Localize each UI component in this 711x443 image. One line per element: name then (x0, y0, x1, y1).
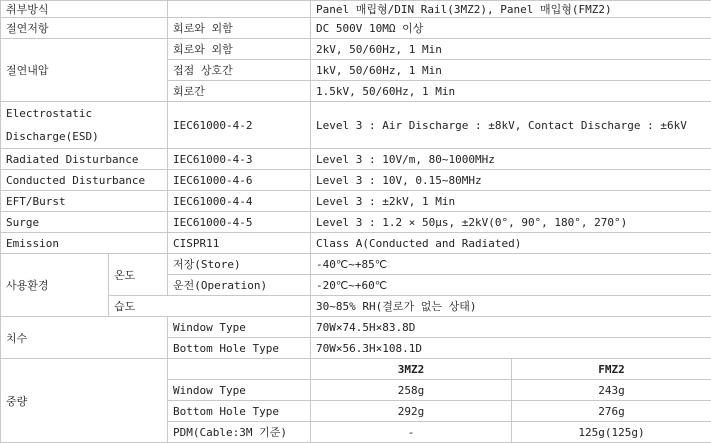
weight-fmz2: 243g (512, 380, 711, 401)
row-label: 취부방식 (1, 1, 168, 18)
row-value: Level 3 : ±2kV, 1 Min (311, 191, 711, 212)
row-standard: IEC61000-4-3 (168, 149, 311, 170)
row-item: 접점 상호간 (168, 60, 311, 81)
row-value: 70W×74.5H×83.8D (311, 317, 711, 338)
row-value: Class A(Conducted and Radiated) (311, 233, 711, 254)
row-label: Electrostatic Discharge(ESD) (1, 102, 168, 149)
table-row-weight-header (1, 359, 711, 380)
row-value: Level 3 : 10V/m, 80~1000MHz (311, 149, 711, 170)
row-value: Level 3 : 1.2 × 50μs, ±2kV(0°, 90°, 180°, 270°) (311, 212, 711, 233)
row-label: Emission (1, 233, 168, 254)
column-header-3mz2: 3MZ2 (311, 359, 512, 380)
row-standard: IEC61000-4-5 (168, 212, 311, 233)
table-row-dimensions (1, 317, 711, 338)
row-label: 중량 (1, 359, 168, 443)
weight-3mz2: 292g (311, 401, 512, 422)
row-item: Bottom Hole Type (168, 401, 311, 422)
row-item: 회로와 외함 (168, 18, 311, 39)
table-row-mounting (1, 1, 711, 18)
row-item: 운전(Operation) (168, 275, 311, 296)
weight-fmz2: 125g(125g) (512, 422, 711, 443)
row-value: 70W×56.3H×108.1D (311, 338, 711, 359)
table-row-insulation (1, 18, 711, 39)
row-value: 2kV, 50/60Hz, 1 Min (311, 39, 711, 60)
column-header-fmz2: FMZ2 (512, 359, 711, 380)
table-row-emc (1, 212, 711, 233)
row-label: 절연저항 (1, 18, 168, 39)
row-value: -20℃~+60℃ (311, 275, 711, 296)
table-row-emc (1, 170, 711, 191)
row-value: DC 500V 10MΩ 이상 (311, 18, 711, 39)
row-item: Window Type (168, 380, 311, 401)
row-value: Level 3 : 10V, 0.15~80MHz (311, 170, 711, 191)
table-row-dielectric (1, 39, 711, 60)
row-standard: IEC61000-4-6 (168, 170, 311, 191)
weight-3mz2: 258g (311, 380, 512, 401)
row-sublabel: 습도 (109, 296, 311, 317)
table-row-environment (1, 254, 711, 275)
row-value: Level 3 : Air Discharge : ±8kV, Contact Discharge : ±6kV (311, 102, 711, 149)
row-item: 저장(Store) (168, 254, 311, 275)
row-label: 사용환경 (1, 254, 109, 317)
table-row-esd (1, 102, 711, 149)
row-standard: IEC61000-4-4 (168, 191, 311, 212)
row-item: Bottom Hole Type (168, 338, 311, 359)
row-item: PDM(Cable:3M 기준) (168, 422, 311, 443)
row-item: Window Type (168, 317, 311, 338)
row-label: Conducted Disturbance (1, 170, 168, 191)
row-value: -40℃~+85℃ (311, 254, 711, 275)
table-row-emc (1, 191, 711, 212)
row-item: 회로와 외함 (168, 39, 311, 60)
row-label: 절연내압 (1, 39, 168, 102)
row-sublabel: 온도 (109, 254, 168, 296)
weight-fmz2: 276g (512, 401, 711, 422)
row-standard: IEC61000-4-2 (168, 102, 311, 149)
row-label: Surge (1, 212, 168, 233)
row-label: 치수 (1, 317, 168, 359)
row-value: 1.5kV, 50/60Hz, 1 Min (311, 81, 711, 102)
row-standard: CISPR11 (168, 233, 311, 254)
row-item: 회로간 (168, 81, 311, 102)
row-label: Radiated Disturbance (1, 149, 168, 170)
row-value: Panel 매립형/DIN Rail(3MZ2), Panel 매입형(FMZ2) (311, 1, 711, 18)
table-row-emc (1, 149, 711, 170)
row-label: EFT/Burst (1, 191, 168, 212)
row-value: 1kV, 50/60Hz, 1 Min (311, 60, 711, 81)
row-value: 30~85% RH(결로가 없는 상태) (311, 296, 711, 317)
weight-3mz2: - (311, 422, 512, 443)
table-row-emc (1, 233, 711, 254)
